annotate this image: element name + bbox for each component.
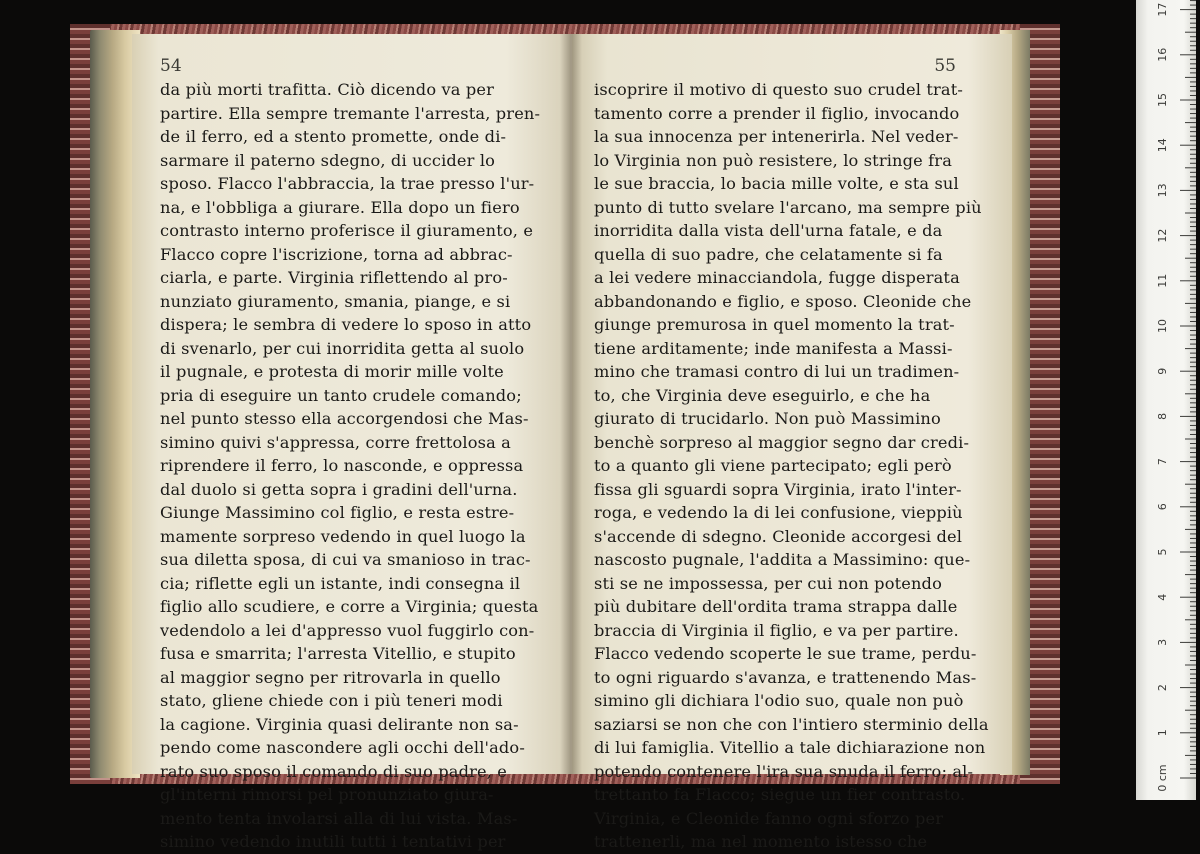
ruler-label: 6 (1156, 503, 1169, 511)
text-line: mino che tramasi contro di lui un tradimen- (594, 362, 960, 381)
text-line: tiene arditamente; inde manifesta a Massi- (594, 338, 953, 358)
text-line: vedendolo a lei d'appresso vuol fuggirlo con- (160, 620, 535, 640)
ruler-label: 16 (1156, 47, 1169, 62)
ruler-unit-label: 0 cm (1156, 764, 1169, 792)
text-line: da più morti trafitta. Ciò dicendo va per (160, 80, 495, 99)
left-page-text (132, 78, 572, 854)
text-line: più dubitare dell'ordita trama strappa dalle (594, 597, 958, 616)
ruler-label: 14 (1156, 138, 1169, 153)
text-line: saziarsi se non che con l'intiero sterminio della (594, 714, 989, 734)
ruler-label: 15 (1156, 93, 1169, 107)
text-line: pendo come nascondere agli occhi dell'ado- (160, 738, 525, 757)
text-line: nel punto stesso ella accorgendosi che Mas- (160, 409, 529, 428)
text-line: le sue braccia, lo bacia mille volte, e sta sul (594, 174, 959, 193)
text-line: roga, e vedendo la di lei confusione, vieppiù (594, 503, 963, 522)
text-line: de il ferro, ed a stento promette, onde di- (160, 127, 507, 146)
ruler-scale (1136, 0, 1196, 800)
text-line: to a quanto gli viene partecipato; egli però (594, 456, 952, 475)
text-line: pria di eseguire un tanto crudele comando; (160, 385, 522, 405)
right-page (572, 34, 1012, 851)
ruler-label: 7 (1156, 458, 1169, 466)
text-line: dal duolo si getta sopra i gradini dell'urna. (160, 479, 518, 499)
text-line: Flacco copre l'iscrizione, torna ad abbrac- (160, 244, 513, 264)
ruler-label: 4 (1156, 593, 1169, 601)
ruler-label: 9 (1156, 367, 1169, 375)
text-line: iscoprire il motivo di questo suo crudel trat- (594, 80, 963, 99)
text-line: to ogni riguardo s'avanza, e trattenendo Mas- (594, 667, 977, 687)
text-line: Giunge Massimino col figlio, e resta estre- (160, 503, 515, 522)
text-line: nunziato giuramento, smania, piange, e si (160, 291, 511, 311)
text-line: gl'interni rimorsi pel pronunziato giura- (160, 785, 494, 804)
text-line: na, e l'obbliga a giurare. Ella dopo un fiero (160, 197, 520, 217)
ruler-label: 13 (1156, 183, 1169, 198)
text-line: di lui famiglia. Vitellio a tale dichiarazione non (594, 738, 986, 757)
text-line: partire. Ella sempre tremante l'arresta, pren- (160, 103, 541, 123)
text-line: sarmare il paterno sdegno, di uccider lo (160, 150, 496, 170)
text-line: giunge premurosa in quel momento la trat- (594, 315, 955, 334)
text-line: fusa e smarrita; l'arresta Vitellio, e stupito (160, 644, 516, 663)
text-line: quella di suo padre, che celatamente si fa (594, 244, 943, 264)
ruler-label: 1 (1156, 729, 1169, 737)
ruler-label: 2 (1156, 684, 1169, 692)
ruler-label: 8 (1156, 412, 1169, 420)
right-page-text (572, 78, 1012, 854)
book-gutter (560, 34, 582, 774)
text-line: lo Virginia non può resistere, lo stringe fra (594, 150, 952, 170)
text-line: nascosto pugnale, l'addita a Massimino: que- (594, 550, 971, 569)
text-line: mamente sorpreso vedendo in quel luogo la (160, 526, 526, 546)
text-line: riprendere il ferro, lo nasconde, e oppressa (160, 456, 524, 475)
text-line: s'accende di sdegno. Cleonide accorgesi del (594, 526, 963, 546)
ruler-label: 11 (1156, 273, 1169, 288)
page-number-right: 55 (934, 56, 956, 76)
text-line: figlio allo scudiere, e corre a Virginia; questa (160, 597, 539, 616)
text-line: dispera; le sembra di vedere lo sposo in atto (160, 315, 532, 334)
text-line: benchè sorpreso al maggior segno dar credi- (594, 432, 970, 452)
text-line: la cagione. Virginia quasi delirante non sa- (160, 714, 519, 734)
text-line: simino vedendo inutili tutti i tentativi per (160, 832, 506, 851)
text-line: la sua innocenza per intenerirla. Nel veder- (594, 127, 959, 146)
page-number-left: 54 (160, 56, 182, 76)
ruler-label: 17 (1156, 2, 1169, 17)
text-line: fissa gli sguardi sopra Virginia, irato l'inter- (594, 479, 962, 499)
text-line: inorridita dalla vista dell'urna fatale, e da (594, 221, 943, 240)
text-line: ciarla, e parte. Virginia riflettendo al pro- (160, 268, 508, 287)
text-line: sua diletta sposa, di cui va smanioso in trac- (160, 550, 531, 569)
text-line: il pugnale, e protesta di morir mille volte (160, 362, 504, 381)
ruler-label: 3 (1156, 638, 1169, 646)
text-line: abbandonando e figlio, e sposo. Cleonide che (594, 291, 972, 311)
measuring-ruler (1136, 0, 1196, 800)
text-line: mento tenta involarsi alla di lui vista. Mas- (160, 808, 518, 828)
text-line: trettanto fa Flacco; siegue un fier contrasto. (594, 785, 966, 804)
text-line: braccia di Virginia il figlio, e va per partire. (594, 620, 959, 640)
text-line: contrasto interno proferisce il giuramento, e (160, 221, 534, 240)
text-line: sti se ne impossessa, per cui non potendo (594, 573, 942, 593)
text-line: rato suo sposo il comando di suo padre, e (160, 761, 508, 781)
text-line: giurato di trucidarlo. Non può Massimino (594, 409, 941, 428)
text-line: simino gli dichiara l'odio suo, quale non può (594, 691, 964, 710)
text-line: to, che Virginia deve eseguirlo, e che ha (594, 385, 931, 405)
ruler-label: 12 (1156, 228, 1169, 243)
text-line: sposo. Flacco l'abbraccia, la trae presso l'ur- (160, 174, 535, 193)
ruler-label: 5 (1156, 548, 1169, 556)
ruler-label: 10 (1156, 319, 1169, 333)
text-line: cia; riflette egli un istante, indi consegna il (160, 573, 521, 593)
text-line: potendo contenere l'ira sua snuda il ferro; al- (594, 761, 974, 781)
left-page (132, 34, 572, 851)
text-line: stato, gliene chiede con i più teneri modi (160, 691, 503, 710)
text-line: punto di tutto svelare l'arcano, ma sempre più (594, 197, 982, 217)
text-line: al maggior segno per ritrovarla in quello (160, 667, 501, 687)
text-line: simino quivi s'appressa, corre frettolosa a (160, 432, 511, 452)
text-line: tamento corre a prender il figlio, invocando (594, 103, 960, 123)
text-line: Flacco vedendo scoperte le sue trame, perdu- (594, 644, 977, 663)
text-line: trattenerli, ma nel momento istesso che (594, 832, 928, 851)
text-line: di svenarlo, per cui inorridita getta al suolo (160, 338, 525, 358)
text-line: a lei vedere minacciandola, fugge disperata (594, 268, 960, 287)
text-line: Virginia, e Cleonide fanno ogni sforzo per (594, 808, 944, 828)
